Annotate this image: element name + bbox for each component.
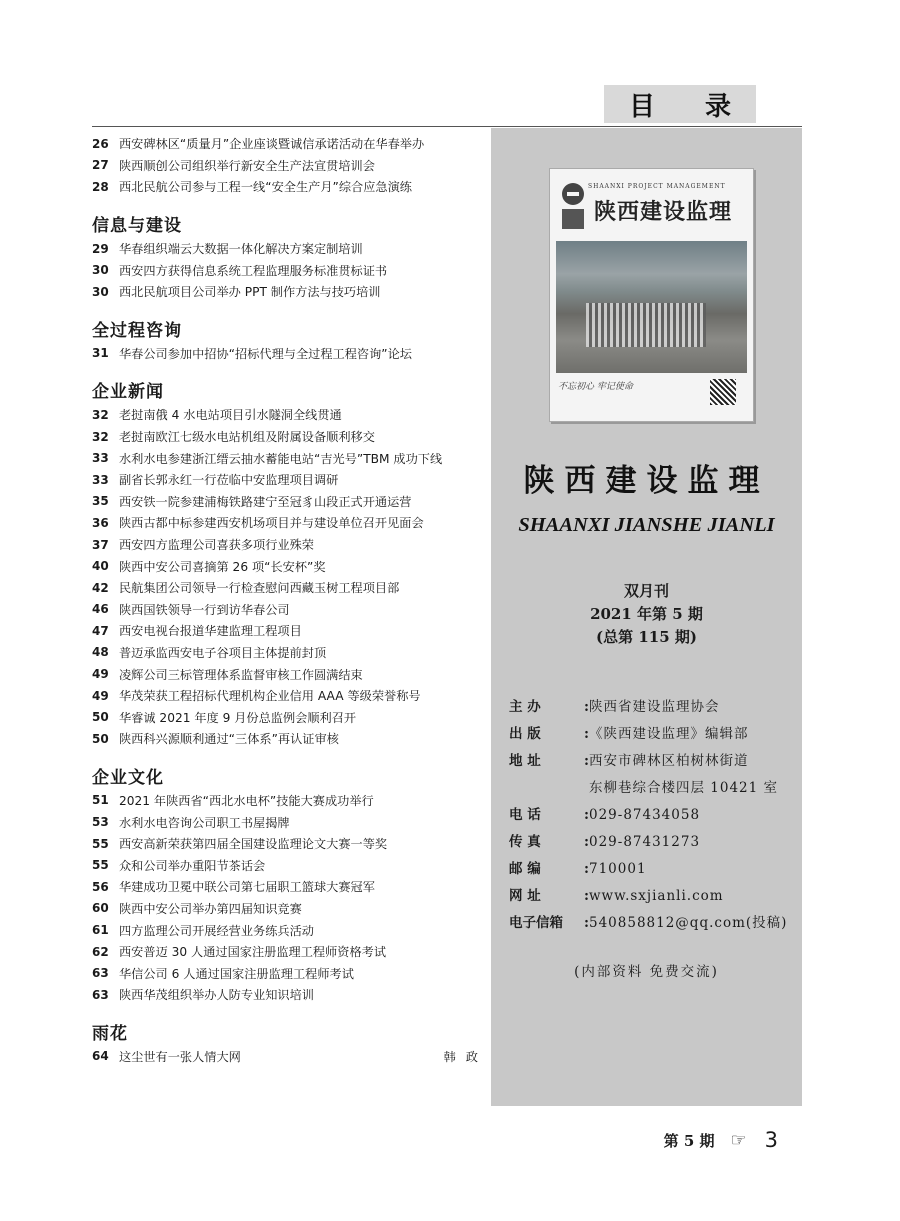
issue-frequency: 双月刊 [623,582,669,600]
cover-title: 陕西建设监理 [594,199,733,225]
page-number: 3 [764,1128,778,1152]
toc-entry-page: 46 [92,602,109,617]
toc-entry-page: 33 [92,472,109,487]
toc-section-title: 雨花 [92,1023,128,1044]
toc-section [92,380,488,750]
info-row-address: 地 址 : 西安市碑林区柏树林街道 [509,748,799,775]
toc-entry-title: 陕西华茂组织举办人防专业知识培训 [119,988,314,1003]
toc-entry-page: 32 [92,429,109,444]
toc-entry-title: 陕西中安公司喜摘第 26 项“长安杯”奖 [119,559,326,574]
info-row-address-2 [509,775,799,802]
toc-entry[interactable] [92,577,488,599]
info-value-sponsor: 陕西省建设监理协会 [589,699,720,715]
toc-entry-title: 众和公司举办重阳节茶话会 [119,858,266,873]
toc-section-title: 全过程咨询 [92,320,182,341]
header-rule [92,126,802,127]
toc-entry[interactable] [92,984,488,1006]
toc-entry[interactable] [92,706,488,728]
table-of-contents [92,133,488,1083]
toc-entry-title: 西安高新荣获第四届全国建设监理论文大赛一等奖 [119,837,388,852]
magazine-name-cn: 陕西建设监理 [523,463,770,499]
qr-code-icon [710,379,736,405]
page-footer [664,1128,778,1152]
toc-section [92,319,488,365]
toc-entry[interactable] [92,238,488,260]
toc-entry[interactable] [92,426,488,448]
toc-entry-title: 陕西国铁领导一行到访华春公司 [119,602,290,617]
cover-badge [562,209,584,229]
toc-entry-title: 华茂荣获工程招标代理机构企业信用 AAA 等级荣誉称号 [119,689,421,704]
toc-entry-page: 49 [92,688,109,703]
info-value-email[interactable]: 540858812@qq.com(投稿) [589,915,788,931]
toc-entry[interactable] [92,642,488,664]
toc-entry-page: 40 [92,559,109,574]
toc-entry[interactable] [92,404,488,426]
toc-entry-page: 62 [92,944,109,959]
toc-entry-title: 西北民航公司参与工程一线“安全生产月”综合应急演练 [119,180,412,195]
info-value-postcode: 710001 [589,861,647,877]
toc-section [92,133,488,198]
toc-entry-page: 47 [92,623,109,638]
cover-photo [556,241,747,373]
toc-entry[interactable] [92,941,488,963]
issue-total: (总第 115 期) [596,628,697,646]
toc-entry-title: 这尘世有一张人情大网 [119,1049,241,1064]
info-label-publisher: 出 版 [509,726,541,742]
toc-section [92,1022,488,1068]
toc-entry-title: 西安四方监理公司喜获多项行业殊荣 [119,538,314,553]
free-distribution-note: (内部资料 免费交流) [574,964,719,980]
toc-entry-page: 51 [92,793,109,808]
toc-entry[interactable] [92,133,488,155]
toc-section-title: 信息与建设 [92,215,182,236]
info-value-publisher: 《陕西建设监理》编辑部 [589,726,749,742]
toc-entry-page: 31 [92,346,109,361]
toc-entry-page: 29 [92,241,109,256]
publication-info [509,694,799,937]
toc-entry-title: 西安电视台报道华建监理工程项目 [119,624,302,639]
toc-entry[interactable] [92,962,488,984]
toc-entry[interactable] [92,469,488,491]
toc-entry-title: 西安四方获得信息系统工程监理服务标准贯标证书 [119,263,388,278]
toc-entry-page: 37 [92,537,109,552]
toc-entry-title: 华睿诚 2021 年度 9 月份总监例会顺利召开 [119,710,357,725]
toc-entry-page: 53 [92,815,109,830]
toc-entry[interactable] [92,512,488,534]
toc-entry-title: 水利水电参建浙江缙云抽水蓄能电站“吉光号”TBM 成功下线 [119,451,443,466]
info-value-address-2: 东柳巷综合楼四层 10421 室 [589,780,779,796]
toc-entry-title: 陕西古都中标参建西安机场项目并与建设单位召开见面会 [119,516,424,531]
toc-entry[interactable] [92,898,488,920]
toc-entry[interactable] [92,1046,488,1068]
issue-info [491,580,802,649]
toc-entry-title: 2021 年陕西省“西北水电杯”技能大赛成功举行 [119,793,374,808]
toc-entry-page: 55 [92,858,109,873]
toc-entry-page: 35 [92,494,109,509]
info-row-publisher: 出 版 : 《陕西建设监理》编辑部 [509,721,799,748]
footer-issue: 第 5 期 [663,1131,715,1150]
toc-entry[interactable] [92,491,488,513]
toc-entry-title: 民航集团公司领导一行检查慰问西藏玉树工程项目部 [119,581,400,596]
toc-entry-page: 26 [92,136,109,151]
cover-caption: 不忘初心 牢记使命 [558,382,633,392]
toc-entry-title: 凌辉公司三标管理体系监督审核工作圆满结束 [119,667,363,682]
toc-entry[interactable] [92,811,488,833]
magazine-cover [549,168,754,422]
info-value-fax: 029-87431273 [589,834,701,850]
toc-entry[interactable] [92,343,488,365]
toc-entry-page: 27 [92,158,109,173]
toc-entry[interactable] [92,555,488,577]
toc-entry-title: 西北民航项目公司举办 PPT 制作方法与技巧培训 [119,285,381,300]
toc-entry[interactable] [92,919,488,941]
toc-entry-title: 四方监理公司开展经营业务练兵活动 [119,923,314,938]
cover-crowd-image [586,303,706,347]
info-value-website[interactable]: www.sxjianli.com [589,888,724,904]
toc-entry-page: 63 [92,966,109,981]
toc-entry-page: 49 [92,667,109,682]
toc-entry[interactable] [92,685,488,707]
toc-section-title: 企业新闻 [92,382,164,403]
contents-heading-char-1: 目 [628,91,655,122]
info-label-website: 网 址 [509,888,541,904]
toc-entry[interactable] [92,663,488,685]
pointing-hand-icon: ☞ [730,1129,747,1151]
toc-entry-page: 42 [92,580,109,595]
info-value-address: 西安市碑林区柏树林街道 [589,753,749,769]
toc-entry[interactable] [92,876,488,898]
cover-english-title: SHAANXI PROJECT MANAGEMENT [588,183,726,190]
toc-entry[interactable] [92,790,488,812]
info-row-phone: 电 话 : 029-87434058 [509,802,799,829]
info-row-sponsor: 主 办 : 陕西省建设监理协会 [509,694,799,721]
toc-entry[interactable] [92,620,488,642]
toc-entry-title: 华春公司参加中招协“招标代理与全过程工程咨询”论坛 [119,346,412,361]
info-label-postcode: 邮 编 [509,861,541,877]
info-label-phone: 电 话 [509,807,541,823]
toc-entry-title: 西安铁一院参建浦梅铁路建宁至冠豸山段正式开通运营 [119,494,412,509]
toc-entry-title: 华信公司 6 人通过国家注册监理工程师考试 [119,966,354,981]
toc-entry-title: 陕西中安公司举办第四届知识竞赛 [119,901,302,916]
toc-entry-title: 普迈承监西安电子谷项目主体提前封顶 [119,645,327,660]
toc-entry-page: 30 [92,263,109,278]
toc-entry-page: 61 [92,923,109,938]
info-label-sponsor: 主 办 [509,699,541,715]
toc-entry-title: 老挝南俄 4 水电站项目引水隧洞全线贯通 [119,408,342,423]
toc-section [92,766,488,1006]
contents-heading [604,85,756,123]
toc-entry-page: 30 [92,284,109,299]
info-label-address: 地 址 [509,753,541,769]
toc-entry-title: 水利水电咨询公司职工书屋揭牌 [119,815,290,830]
toc-entry[interactable] [92,854,488,876]
cover-logo-icon [562,183,584,205]
toc-entry[interactable] [92,728,488,750]
toc-entry-page: 50 [92,731,109,746]
toc-entry[interactable] [92,259,488,281]
toc-entry[interactable] [92,447,488,469]
info-row-postcode: 邮 编 : 710001 [509,856,799,883]
info-row-email: 电子信箱 : 540858812@qq.com(投稿) [509,910,799,937]
toc-entry-page: 32 [92,407,109,422]
toc-entry-title: 华春组织端云大数据一体化解决方案定制培训 [119,242,363,257]
toc-entry-page: 56 [92,879,109,894]
contents-heading-char-2: 录 [704,91,731,122]
toc-entry[interactable] [92,281,488,303]
info-label-fax: 传 真 [509,834,541,850]
toc-entry-page: 48 [92,645,109,660]
toc-entry-page: 50 [92,710,109,725]
issue-number: 2021 年第 5 期 [590,605,703,623]
toc-entry-page: 60 [92,901,109,916]
toc-entry-title: 陕西科兴源顺利通过“三体系”再认证审核 [119,732,339,747]
toc-entry-title: 副省长郭永红一行莅临中安监理项目调研 [119,473,339,488]
toc-entry[interactable] [92,599,488,621]
toc-entry[interactable] [92,155,488,177]
info-row-website: 网 址 : www.sxjianli.com [509,883,799,910]
info-row-fax: 传 真 : 029-87431273 [509,829,799,856]
toc-entry[interactable] [92,176,488,198]
toc-entry-title: 西安普迈 30 人通过国家注册监理工程师资格考试 [119,945,387,960]
toc-entry-page: 64 [92,1049,109,1064]
toc-entry-author: 韩政 [443,1049,488,1064]
toc-entry-title: 老挝南欧江七级水电站机组及附属设备顺利移交 [119,430,375,445]
toc-entry-title: 华建成功卫冕中联公司第七届职工篮球大赛冠军 [119,880,375,895]
info-value-phone: 029-87434058 [589,807,701,823]
toc-entry-page: 55 [92,836,109,851]
toc-entry-title: 西安碑林区“质量月”企业座谈暨诚信承诺活动在华春举办 [119,137,425,152]
magazine-name-en: SHAANXI JIANSHE JIANLI [518,514,775,536]
toc-section-title: 企业文化 [92,767,164,788]
toc-entry-page: 28 [92,179,109,194]
toc-entry[interactable] [92,534,488,556]
toc-entry-title: 陕西顺创公司组织举行新安全生产法宣贯培训会 [119,158,375,173]
toc-entry-page: 36 [92,515,109,530]
toc-section [92,214,488,303]
toc-entry-page: 63 [92,987,109,1002]
toc-entry-page: 33 [92,451,109,466]
info-label-email: 电子信箱 [509,915,563,931]
toc-entry[interactable] [92,833,488,855]
